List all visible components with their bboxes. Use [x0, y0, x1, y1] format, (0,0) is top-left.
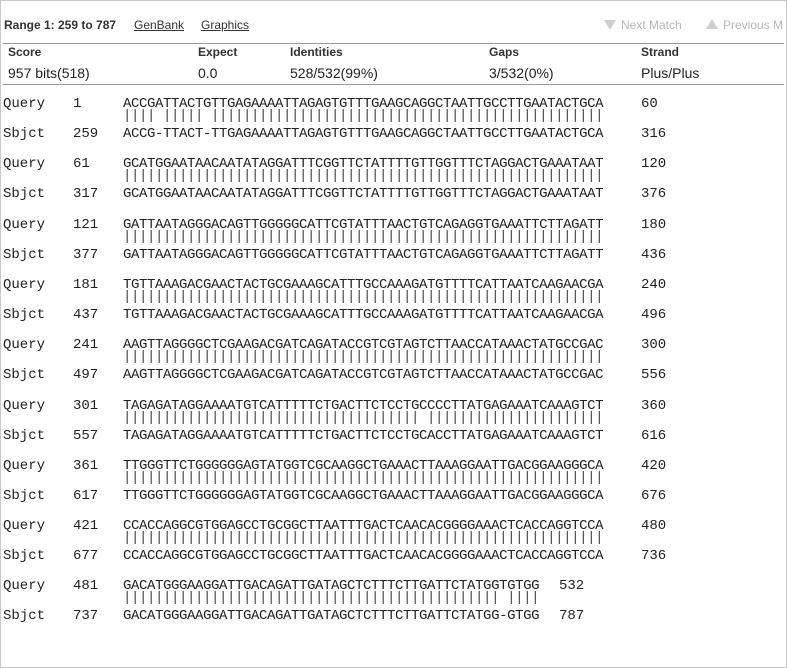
sbjct-label: Sbjct: [3, 126, 46, 142]
arrow-up-icon: [706, 19, 718, 29]
sbjct-label: Sbjct: [3, 548, 46, 565]
gaps-label: Gaps: [489, 45, 520, 59]
sbjct-sequence: GACATGGGAAGGATTGACAGATTGATAGCTCTTTCTTGATTCTATGG-GTGG: [123, 608, 540, 625]
sbjct-start: 317: [73, 186, 99, 203]
query-sequence: TAGAGATAGGAAAATGTCATTTTTCTGACTTCTCCTGCCCCTTATGAGAAATCAAAGTCT: [123, 397, 604, 414]
sbjct-end: 616: [641, 427, 667, 444]
next-match-label: Next Match: [621, 18, 682, 32]
query-end: 360: [641, 397, 667, 414]
query-sequence: CCACCAGGCGTGGAGCCTGCGGCTTAATTTGACTCAACACGGGGAAACTCACCAGGTCCA: [123, 518, 604, 535]
query-label: Query: [3, 276, 46, 293]
strand-label: Strand: [641, 45, 680, 59]
header-divider: [3, 43, 784, 44]
sbjct-start: 377: [73, 246, 99, 263]
sbjct-sequence: AAGTTAGGGGCTCGAAGACGATCAGATACCGTCGTAGTCTTAACCATAAACTATGCCGAC: [123, 367, 604, 384]
query-end: 480: [641, 518, 667, 535]
query-sequence: TGTTAAAGACGAACTACTGCGAAAGCATTTGCCAAAGATGTTTTCATTAATCAAGAACGA: [123, 276, 604, 293]
sbjct-end: 676: [641, 487, 667, 504]
gaps-value: 3/532(0%): [489, 65, 554, 81]
sbjct-label: Sbjct: [3, 186, 46, 203]
query-start: 61: [73, 156, 90, 173]
query-start: 241: [73, 337, 99, 354]
query-label: Query: [3, 397, 46, 414]
query-end: 300: [641, 337, 667, 354]
query-start: 1: [73, 96, 82, 112]
score-label: Score: [8, 45, 42, 59]
query-end: 240: [641, 276, 667, 293]
match-line: ||||||||||||||||||||||||||||||||||||||||||||||| ||||: [123, 590, 540, 607]
sbjct-sequence: GATTAATAGGGACAGTTGGGGGCATTCGTATTTAACTGTCAGAGGTGAAATTCTTAGATT: [123, 246, 604, 263]
arrow-down-icon: [604, 20, 616, 30]
sbjct-end: 376: [641, 186, 667, 203]
score-value: 957 bits(518): [8, 65, 90, 81]
query-label: Query: [3, 96, 46, 112]
query-start: 121: [73, 216, 99, 233]
query-end: 420: [641, 457, 667, 474]
query-sequence: GCATGGAATAACAATATAGGATTTCGGTTCTATTTTGTTGGTTTCTAGGACTGAAATAAT: [123, 156, 604, 173]
sbjct-start: 677: [73, 548, 99, 565]
expect-label: Expect: [198, 45, 238, 59]
identities-label: Identities: [290, 45, 343, 59]
sbjct-start: 737: [73, 608, 99, 625]
match-line: ||||||||||||||||||||||||||||||||||||||||||||||||||||||||||||: [123, 530, 604, 547]
stats-divider: [3, 84, 784, 85]
sbjct-start: 259: [73, 126, 99, 142]
query-label: Query: [3, 216, 46, 233]
query-end: 532: [559, 578, 585, 595]
query-start: 301: [73, 397, 99, 414]
sbjct-sequence: TGTTAAAGACGAACTACTGCGAAAGCATTTGCCAAAGATGTTTTCATTAATCAAGAACGA: [123, 306, 604, 323]
query-label: Query: [3, 518, 46, 535]
match-line: ||||||||||||||||||||||||||||||||||||||||||||||||||||||||||||: [123, 228, 604, 245]
query-end: 120: [641, 156, 667, 173]
sbjct-end: 316: [641, 126, 667, 142]
query-end: 60: [641, 96, 658, 112]
match-line: ||||||||||||||||||||||||||||||||||||||||||||||||||||||||||||: [123, 168, 604, 185]
query-label: Query: [3, 156, 46, 173]
query-label: Query: [3, 578, 46, 595]
sbjct-sequence: ACCG-TTACT-TTGAGAAAATTAGAGTGTTTGAAGCAGGCTAATTGCCTTGAATACTGCA: [123, 126, 604, 142]
genbank-link[interactable]: GenBank: [134, 18, 185, 32]
sbjct-label: Sbjct: [3, 427, 46, 444]
query-sequence: TTGGGTTCTGGGGGGAGTATGGTCGCAAGGCTGAAACTTAAAGGAATTGACGGAAGGGCA: [123, 457, 604, 474]
query-start: 481: [73, 578, 99, 595]
sbjct-label: Sbjct: [3, 306, 46, 323]
query-sequence: ACCGATTACTGTTGAGAAAATTAGAGTGTTTGAAGCAGGCTAATTGCCTTGAATACTGCA: [123, 96, 604, 112]
query-sequence: AAGTTAGGGGCTCGAAGACGATCAGATACCGTCGTAGTCTTAACCATAAACTATGCCGAC: [123, 337, 604, 354]
sbjct-end: 436: [641, 246, 667, 263]
identities-value: 528/532(99%): [290, 65, 378, 81]
sbjct-sequence: TAGAGATAGGAAAATGTCATTTTTCTGACTTCTCCTGCACCTTATGAGAAATCAAAGTCT: [123, 427, 604, 444]
query-start: 421: [73, 518, 99, 535]
query-label: Query: [3, 457, 46, 474]
match-line: ||||||||||||||||||||||||||||||||||||||||||||||||||||||||||||: [123, 349, 604, 366]
sbjct-label: Sbjct: [3, 487, 46, 504]
sbjct-sequence: TTGGGTTCTGGGGGGAGTATGGTCGCAAGGCTGAAACTTAAAGGAATTGACGGAAGGGCA: [123, 487, 604, 504]
sbjct-end: 496: [641, 306, 667, 323]
alignment-header: [0, 0, 787, 40]
query-end: 180: [641, 216, 667, 233]
match-line: ||||||||||||||||||||||||||||||||||||||||||||||||||||||||||||: [123, 288, 604, 305]
sbjct-end: 556: [641, 367, 667, 384]
sbjct-label: Sbjct: [3, 367, 46, 384]
graphics-link[interactable]: Graphics: [201, 18, 250, 32]
sbjct-end: 736: [641, 548, 667, 565]
previous-match-button[interactable]: [706, 18, 783, 32]
sbjct-sequence: CCACCAGGCGTGGAGCCTGCGGCTTAATTTGACTCAACACGGGGAAACTCACCAGGTCCA: [123, 548, 604, 565]
sbjct-end: 787: [559, 608, 585, 625]
query-sequence: GACATGGGAAGGATTGACAGATTGATAGCTCTTTCTTGATTCTATGGTGTGG: [123, 578, 540, 595]
previous-match-label: Previous M: [723, 18, 784, 32]
sbjct-label: Sbjct: [3, 246, 46, 263]
strand-value: Plus/Plus: [641, 65, 700, 81]
match-line: ||||||||||||||||||||||||||||||||||||| ||||||||||||||||||||||: [123, 409, 604, 426]
expect-value: 0.0: [198, 65, 218, 81]
range-label: Range 1: 259 to 787: [4, 18, 117, 32]
query-start: 361: [73, 457, 99, 474]
query-label: Query: [3, 337, 46, 354]
match-line: ||||||||||||||||||||||||||||||||||||||||||||||||||||||||||||: [123, 469, 604, 486]
sbjct-label: Sbjct: [3, 608, 46, 625]
sbjct-start: 437: [73, 306, 99, 323]
next-match-button[interactable]: [604, 18, 682, 32]
query-start: 181: [73, 276, 99, 293]
sbjct-start: 497: [73, 367, 99, 384]
sbjct-start: 557: [73, 427, 99, 444]
match-line: |||| ||||| |||||||||||||||||||||||||||||||||||||||||||||||||: [123, 108, 604, 124]
sbjct-sequence: GCATGGAATAACAATATAGGATTTCGGTTCTATTTTGTTGGTTTCTAGGACTGAAATAAT: [123, 186, 604, 203]
query-sequence: GATTAATAGGGACAGTTGGGGGCATTCGTATTTAACTGTCAGAGGTGAAATTCTTAGATT: [123, 216, 604, 233]
sbjct-start: 617: [73, 487, 99, 504]
